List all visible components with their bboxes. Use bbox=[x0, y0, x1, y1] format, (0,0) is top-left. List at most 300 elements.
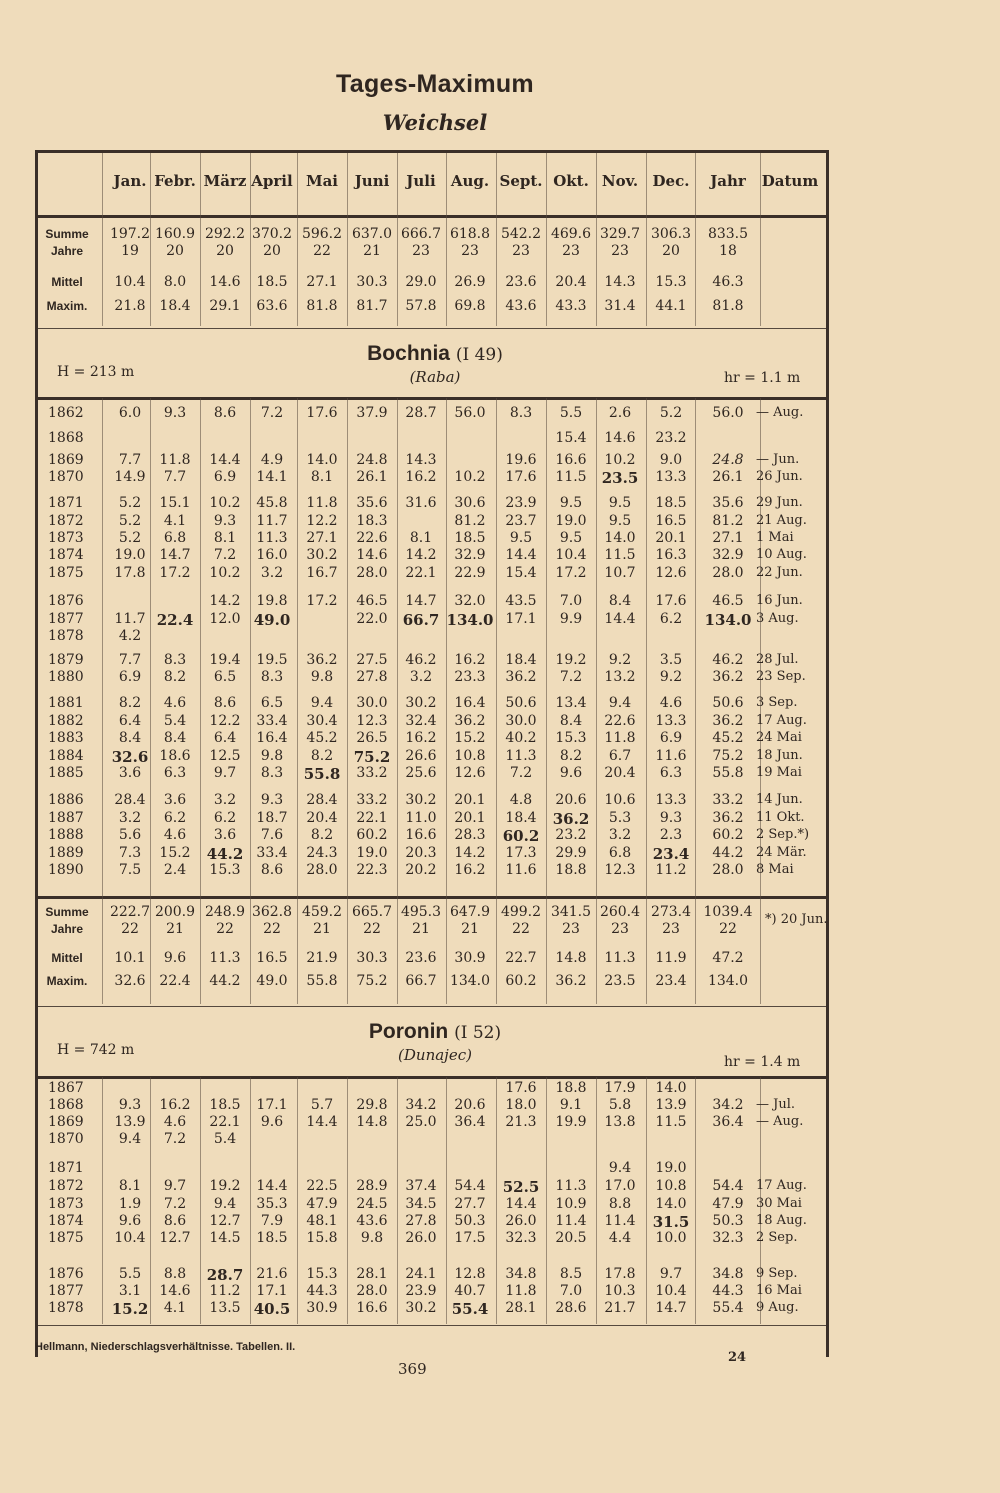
date-cell: — Jun. bbox=[756, 452, 800, 467]
table-cell: 16.0 bbox=[256, 547, 288, 563]
column-header: Aug. bbox=[450, 172, 490, 190]
summary-cell: 23 bbox=[512, 243, 530, 259]
column-rule bbox=[150, 1077, 151, 1324]
table-cell: 46.2 bbox=[405, 652, 437, 668]
table-cell: 11.0 bbox=[405, 810, 437, 826]
table-cell: 75.2 bbox=[712, 748, 744, 764]
table-cell: 9.3 bbox=[260, 792, 284, 808]
table-cell: 8.8 bbox=[608, 1196, 632, 1212]
table-cell: 8.3 bbox=[260, 765, 284, 781]
table-cell: 8.1 bbox=[213, 530, 237, 546]
table-cell: 55.8 bbox=[303, 765, 341, 783]
table-cell: 16.3 bbox=[655, 547, 687, 563]
summary-cell: 329.7 bbox=[599, 226, 641, 242]
year-label: 1872 bbox=[48, 513, 84, 529]
table-cell: 10.9 bbox=[555, 1196, 587, 1212]
table-cell: 15.3 bbox=[209, 862, 241, 878]
column-rule bbox=[297, 153, 298, 326]
table-cell: 24.5 bbox=[356, 1196, 388, 1212]
table-cell: 19.0 bbox=[555, 513, 587, 529]
table-cell: 50.3 bbox=[454, 1213, 486, 1229]
table-cell: 19.8 bbox=[256, 593, 288, 609]
table-cell: 12.0 bbox=[209, 611, 241, 627]
table-cell: 3.2 bbox=[118, 810, 142, 826]
table-cell: 8.1 bbox=[409, 530, 433, 546]
summary-cell: 44.2 bbox=[209, 973, 241, 989]
column-rule bbox=[150, 398, 151, 1004]
column-rule bbox=[297, 1077, 298, 1324]
table-cell: 43.5 bbox=[505, 593, 537, 609]
summary-cell: 55.8 bbox=[306, 973, 338, 989]
table-cell: 7.2 bbox=[163, 1131, 187, 1147]
summary-cell: 21.8 bbox=[114, 298, 146, 314]
table-cell: 15.2 bbox=[454, 730, 486, 746]
table-cell: 9.5 bbox=[559, 530, 583, 546]
table-cell: 18.5 bbox=[209, 1097, 241, 1113]
table-cell: 17.2 bbox=[555, 565, 587, 581]
table-cell: 12.3 bbox=[356, 713, 388, 729]
column-rule bbox=[496, 153, 497, 326]
table-cell: 8.4 bbox=[559, 713, 583, 729]
table-cell: 13.3 bbox=[655, 469, 687, 485]
table-cell: 19.4 bbox=[209, 652, 241, 668]
table-cell: 13.9 bbox=[655, 1097, 687, 1113]
table-cell: 11.8 bbox=[505, 1283, 537, 1299]
table-cell: 18.7 bbox=[256, 810, 288, 826]
table-cell: 11.8 bbox=[159, 452, 191, 468]
table-cell: 5.7 bbox=[310, 1097, 334, 1113]
table-cell: 19.6 bbox=[505, 452, 537, 468]
table-cell: 20.4 bbox=[306, 810, 338, 826]
column-header: Nov. bbox=[601, 172, 639, 190]
table-cell: 9.3 bbox=[213, 513, 237, 529]
summary-cell: 469.6 bbox=[550, 226, 592, 242]
table-cell: 16.2 bbox=[454, 862, 486, 878]
date-cell: 23 Sep. bbox=[756, 669, 806, 684]
summary-cell: 16.5 bbox=[256, 950, 288, 966]
column-rule bbox=[646, 1077, 647, 1324]
table-cell: 9.5 bbox=[608, 495, 632, 511]
table-cell: 3.2 bbox=[213, 792, 237, 808]
summary-label: Jahre bbox=[50, 244, 84, 258]
summary-cell: 22.4 bbox=[159, 973, 191, 989]
year-label: 1870 bbox=[48, 1131, 84, 1147]
table-cell: 7.7 bbox=[163, 469, 187, 485]
table-cell: 8.4 bbox=[163, 730, 187, 746]
table-cell: 10.2 bbox=[454, 469, 486, 485]
table-cell: 28.3 bbox=[454, 827, 486, 843]
table-cell: 55.4 bbox=[451, 1300, 489, 1318]
table-cell: 28.4 bbox=[306, 792, 338, 808]
table-cell: 16.4 bbox=[256, 730, 288, 746]
table-cell: 23.5 bbox=[601, 469, 639, 487]
table-cell: 75.2 bbox=[353, 748, 391, 766]
table-cell: 4.6 bbox=[163, 695, 187, 711]
column-rule bbox=[347, 1077, 348, 1324]
summary-cell: 499.2 bbox=[500, 904, 542, 920]
table-cell: 5.5 bbox=[118, 1266, 142, 1282]
table-cell: 11.2 bbox=[655, 862, 687, 878]
date-cell: — Jul. bbox=[756, 1097, 796, 1112]
table-cell: 9.2 bbox=[608, 652, 632, 668]
table-cell: 48.1 bbox=[306, 1213, 338, 1229]
table-cell: 20.4 bbox=[604, 765, 636, 781]
table-cell: 12.6 bbox=[454, 765, 486, 781]
summary-cell: 666.7 bbox=[400, 226, 442, 242]
table-cell: 16.6 bbox=[555, 452, 587, 468]
table-cell: 14.7 bbox=[655, 1300, 687, 1316]
table-cell: 36.2 bbox=[454, 713, 486, 729]
summary-cell: 47.2 bbox=[712, 950, 744, 966]
table-cell: 7.2 bbox=[163, 1196, 187, 1212]
table-cell: 8.1 bbox=[310, 469, 334, 485]
table-cell: 12.8 bbox=[454, 1266, 486, 1282]
table-cell: 12.5 bbox=[209, 748, 241, 764]
table-cell: 45.2 bbox=[712, 730, 744, 746]
table-cell: 8.2 bbox=[118, 695, 142, 711]
table-cell: 17.0 bbox=[604, 1178, 636, 1194]
table-cell: 14.2 bbox=[209, 593, 241, 609]
table-cell: 28.7 bbox=[206, 1266, 244, 1284]
column-header: Febr. bbox=[154, 172, 196, 190]
table-cell: 134.0 bbox=[446, 611, 494, 629]
summary-label: Mittel bbox=[51, 951, 83, 965]
date-cell: 18 Jun. bbox=[756, 748, 803, 763]
table-cell: 18.0 bbox=[505, 1097, 537, 1113]
table-cell: 20.1 bbox=[454, 792, 486, 808]
summary-cell: 60.2 bbox=[505, 973, 537, 989]
column-rule bbox=[596, 1077, 597, 1324]
summary-cell: 26.9 bbox=[454, 274, 486, 290]
table-cell: 18.5 bbox=[655, 495, 687, 511]
table-cell: 18.4 bbox=[505, 652, 537, 668]
date-cell: 3 Sep. bbox=[756, 695, 798, 710]
table-cell: 9.5 bbox=[509, 530, 533, 546]
table-cell: 6.4 bbox=[213, 730, 237, 746]
table-cell: 14.4 bbox=[505, 1196, 537, 1212]
table-cell: 23.2 bbox=[555, 827, 587, 843]
table-cell: 14.7 bbox=[159, 547, 191, 563]
table-cell: 54.4 bbox=[712, 1178, 744, 1194]
table-cell: 10.4 bbox=[555, 547, 587, 563]
column-header: Jan. bbox=[113, 172, 147, 190]
table-cell: 11.8 bbox=[306, 495, 338, 511]
date-cell: 17 Aug. bbox=[756, 713, 807, 728]
poronin-code: (I 52) bbox=[454, 1023, 502, 1043]
table-cell: 7.7 bbox=[118, 652, 142, 668]
table-cell: 9.6 bbox=[260, 1114, 284, 1130]
summary-cell: 15.3 bbox=[655, 274, 687, 290]
year-label: 1872 bbox=[48, 1178, 84, 1194]
bochnia-height: H = 213 m bbox=[57, 364, 135, 380]
table-cell: 9.8 bbox=[360, 1230, 384, 1246]
summary-cell: 81.7 bbox=[356, 298, 388, 314]
summary-cell: 66.7 bbox=[405, 973, 437, 989]
summary-cell: 14.6 bbox=[209, 274, 241, 290]
table-cell: 49.0 bbox=[253, 611, 291, 629]
table-cell: 4.2 bbox=[118, 628, 142, 644]
table-cell: 30.9 bbox=[306, 1300, 338, 1316]
table-cell: 16.2 bbox=[405, 469, 437, 485]
date-cell: 24 Mär. bbox=[756, 845, 807, 860]
table-cell: 26.1 bbox=[356, 469, 388, 485]
table-cell: 12.6 bbox=[655, 565, 687, 581]
summary-cell: 22 bbox=[363, 921, 381, 937]
column-rule bbox=[397, 1077, 398, 1324]
summary-cell: 647.9 bbox=[449, 904, 491, 920]
table-cell: 13.9 bbox=[114, 1114, 146, 1130]
table-cell: 36.2 bbox=[712, 713, 744, 729]
poronin-river: (Dunajec) bbox=[398, 1046, 472, 1064]
table-cell: 10.8 bbox=[655, 1178, 687, 1194]
table-cell: 32.6 bbox=[111, 748, 149, 766]
summary-cell: 160.9 bbox=[154, 226, 196, 242]
year-label: 1875 bbox=[48, 565, 84, 581]
year-label: 1879 bbox=[48, 652, 84, 668]
table-cell: 4.6 bbox=[163, 1114, 187, 1130]
column-header: Okt. bbox=[553, 172, 589, 190]
table-cell: 21.7 bbox=[604, 1300, 636, 1316]
table-cell: 50.6 bbox=[505, 695, 537, 711]
table-cell: 14.0 bbox=[604, 530, 636, 546]
table-cell: 6.0 bbox=[118, 405, 142, 421]
summary-cell: 20.4 bbox=[555, 274, 587, 290]
table-cell: 30.2 bbox=[405, 792, 437, 808]
table-cell: 9.0 bbox=[659, 452, 683, 468]
table-cell: 3.6 bbox=[163, 792, 187, 808]
date-cell: 18 Aug. bbox=[756, 1213, 807, 1228]
table-cell: 7.0 bbox=[559, 1283, 583, 1299]
summary-cell: 542.2 bbox=[500, 226, 542, 242]
column-rule bbox=[646, 398, 647, 1004]
column-rule bbox=[596, 153, 597, 326]
table-cell: 4.4 bbox=[608, 1230, 632, 1246]
table-cell: 6.4 bbox=[118, 713, 142, 729]
summary-cell: 49.0 bbox=[256, 973, 288, 989]
column-rule bbox=[297, 398, 298, 1004]
table-cell: 37.9 bbox=[356, 405, 388, 421]
table-cell: 32.3 bbox=[505, 1230, 537, 1246]
table-cell: 45.8 bbox=[256, 495, 288, 511]
column-rule bbox=[446, 1077, 447, 1324]
table-cell: 50.3 bbox=[712, 1213, 744, 1229]
table-cell: 21.6 bbox=[256, 1266, 288, 1282]
summary-cell: 596.2 bbox=[301, 226, 343, 242]
summary-cell: 22 bbox=[512, 921, 530, 937]
table-cell: 2.4 bbox=[163, 862, 187, 878]
source-note: Hellmann, Niederschlagsverhältnisse. Tabellen. II. bbox=[35, 1341, 296, 1353]
summary-cell: 81.8 bbox=[306, 298, 338, 314]
summary-cell: 21 bbox=[363, 243, 381, 259]
table-rule bbox=[35, 1006, 826, 1007]
table-cell: 32.4 bbox=[405, 713, 437, 729]
table-cell: 11.7 bbox=[256, 513, 288, 529]
table-cell: 11.6 bbox=[655, 748, 687, 764]
summary-cell: 22 bbox=[313, 243, 331, 259]
summary-cell: 222.7 bbox=[109, 904, 151, 920]
table-cell: 20.1 bbox=[454, 810, 486, 826]
summary-cell: 11.3 bbox=[209, 950, 241, 966]
table-cell: 9.4 bbox=[310, 695, 334, 711]
table-cell: 6.3 bbox=[659, 765, 683, 781]
table-cell: 22.3 bbox=[356, 862, 388, 878]
table-cell: 19.5 bbox=[256, 652, 288, 668]
table-cell: 22.1 bbox=[209, 1114, 241, 1130]
date-cell: 14 Jun. bbox=[756, 792, 803, 807]
table-cell: 14.9 bbox=[114, 469, 146, 485]
table-cell: 35.6 bbox=[712, 495, 744, 511]
summary-cell: 459.2 bbox=[301, 904, 343, 920]
summary-cell: 21 bbox=[461, 921, 479, 937]
table-cell: 44.2 bbox=[712, 845, 744, 861]
table-cell: 16.7 bbox=[306, 565, 338, 581]
summary-cell: 63.6 bbox=[256, 298, 288, 314]
summary-cell: 21 bbox=[313, 921, 331, 937]
table-cell: 10.8 bbox=[454, 748, 486, 764]
table-cell: 28.9 bbox=[356, 1178, 388, 1194]
table-cell: 15.2 bbox=[111, 1300, 149, 1318]
year-label: 1884 bbox=[48, 748, 84, 764]
table-cell: 14.4 bbox=[209, 452, 241, 468]
table-cell: 9.8 bbox=[310, 669, 334, 685]
table-cell: 22.1 bbox=[405, 565, 437, 581]
summary-cell: 23 bbox=[562, 921, 580, 937]
table-cell: 14.6 bbox=[159, 1283, 191, 1299]
date-cell: 2 Sep. bbox=[756, 1230, 798, 1245]
year-label: 1888 bbox=[48, 827, 84, 843]
table-cell: 26.5 bbox=[356, 730, 388, 746]
date-cell: — Aug. bbox=[756, 1114, 804, 1129]
table-cell: 23.9 bbox=[505, 495, 537, 511]
table-cell: 28.1 bbox=[356, 1266, 388, 1282]
table-cell: 16.4 bbox=[454, 695, 486, 711]
table-cell: 5.8 bbox=[608, 1097, 632, 1113]
table-cell: 33.2 bbox=[356, 792, 388, 808]
table-cell: 20.5 bbox=[555, 1230, 587, 1246]
summary-label: Summe bbox=[45, 227, 89, 241]
table-cell: 18.5 bbox=[454, 530, 486, 546]
table-cell: 12.7 bbox=[159, 1230, 191, 1246]
table-cell: 11.5 bbox=[555, 469, 587, 485]
column-rule bbox=[347, 153, 348, 326]
summary-cell: 23.6 bbox=[505, 274, 537, 290]
year-label: 1876 bbox=[48, 593, 84, 609]
table-cell: 14.7 bbox=[405, 593, 437, 609]
table-cell: 10.4 bbox=[655, 1283, 687, 1299]
table-cell: 6.2 bbox=[659, 611, 683, 627]
year-label: 1871 bbox=[48, 495, 84, 511]
table-cell: 17.8 bbox=[114, 565, 146, 581]
table-cell: 9.9 bbox=[559, 611, 583, 627]
column-rule bbox=[695, 1077, 696, 1324]
table-cell: 9.1 bbox=[559, 1097, 583, 1113]
table-cell: 7.0 bbox=[559, 593, 583, 609]
table-cell: 14.3 bbox=[405, 452, 437, 468]
table-cell: 25.6 bbox=[405, 765, 437, 781]
table-cell: 66.7 bbox=[402, 611, 440, 629]
summary-cell: 20 bbox=[263, 243, 281, 259]
table-cell: 11.4 bbox=[604, 1213, 636, 1229]
summary-cell: 665.7 bbox=[351, 904, 393, 920]
table-cell: 3.1 bbox=[118, 1283, 142, 1299]
table-cell: 36.4 bbox=[454, 1114, 486, 1130]
summary-cell: 10.1 bbox=[114, 950, 146, 966]
table-cell: 10.2 bbox=[209, 565, 241, 581]
date-cell: 28 Jul. bbox=[756, 652, 799, 667]
table-cell: 10.4 bbox=[114, 1230, 146, 1246]
column-rule bbox=[695, 398, 696, 1004]
year-label: 1875 bbox=[48, 1230, 84, 1246]
table-cell: 19.0 bbox=[655, 1160, 687, 1176]
table-cell: 22.9 bbox=[454, 565, 486, 581]
table-cell: 47.9 bbox=[306, 1196, 338, 1212]
table-cell: 8.4 bbox=[118, 730, 142, 746]
table-cell: 18.4 bbox=[505, 810, 537, 826]
table-cell: 45.2 bbox=[306, 730, 338, 746]
table-cell: 40.7 bbox=[454, 1283, 486, 1299]
table-cell: 134.0 bbox=[704, 611, 752, 629]
table-cell: 6.9 bbox=[659, 730, 683, 746]
table-cell: 8.6 bbox=[260, 862, 284, 878]
summary-cell: 292.2 bbox=[204, 226, 246, 242]
summary-cell: 23.4 bbox=[655, 973, 687, 989]
summary-cell: 21 bbox=[412, 921, 430, 937]
summary-cell: 248.9 bbox=[204, 904, 246, 920]
table-cell: 9.7 bbox=[213, 765, 237, 781]
column-header: Jahr bbox=[710, 172, 746, 190]
table-cell: 32.0 bbox=[454, 593, 486, 609]
poronin-height: H = 742 m bbox=[57, 1042, 135, 1058]
table-cell: 11.5 bbox=[604, 547, 636, 563]
table-cell: 22.6 bbox=[604, 713, 636, 729]
table-cell: 56.0 bbox=[454, 405, 486, 421]
table-cell: 7.2 bbox=[213, 547, 237, 563]
date-cell: 10 Aug. bbox=[756, 547, 807, 562]
table-rule bbox=[35, 896, 826, 899]
column-rule bbox=[397, 153, 398, 326]
summary-cell: 21 bbox=[166, 921, 184, 937]
date-cell: 24 Mai bbox=[756, 730, 802, 745]
table-cell: 14.4 bbox=[505, 547, 537, 563]
poronin-hr: hr = 1.4 m bbox=[724, 1054, 801, 1070]
summary-cell: 29.1 bbox=[209, 298, 241, 314]
table-cell: 14.0 bbox=[655, 1080, 687, 1096]
table-cell: 12.2 bbox=[306, 513, 338, 529]
column-rule bbox=[496, 398, 497, 1004]
table-cell: 55.8 bbox=[712, 765, 744, 781]
table-cell: 16.5 bbox=[655, 513, 687, 529]
table-cell: 26.6 bbox=[405, 748, 437, 764]
table-cell: 16.2 bbox=[159, 1097, 191, 1113]
year-label: 1870 bbox=[48, 469, 84, 485]
table-cell: 3.2 bbox=[409, 669, 433, 685]
table-cell: 8.6 bbox=[163, 1213, 187, 1229]
table-cell: 24.3 bbox=[306, 845, 338, 861]
table-cell: 30.2 bbox=[306, 547, 338, 563]
table-cell: 34.2 bbox=[405, 1097, 437, 1113]
table-cell: 28.0 bbox=[306, 862, 338, 878]
table-cell: 28.0 bbox=[712, 565, 744, 581]
table-cell: 9.6 bbox=[118, 1213, 142, 1229]
summary-label: Jahre bbox=[50, 922, 84, 936]
year-label: 1883 bbox=[48, 730, 84, 746]
table-cell: 60.2 bbox=[502, 827, 540, 845]
sheet-number: 24 bbox=[728, 1350, 747, 1365]
summary-cell: 306.3 bbox=[650, 226, 692, 242]
poronin-station-title bbox=[0, 1020, 870, 1044]
year-label: 1867 bbox=[48, 1080, 84, 1096]
summary-cell: 32.6 bbox=[114, 973, 146, 989]
